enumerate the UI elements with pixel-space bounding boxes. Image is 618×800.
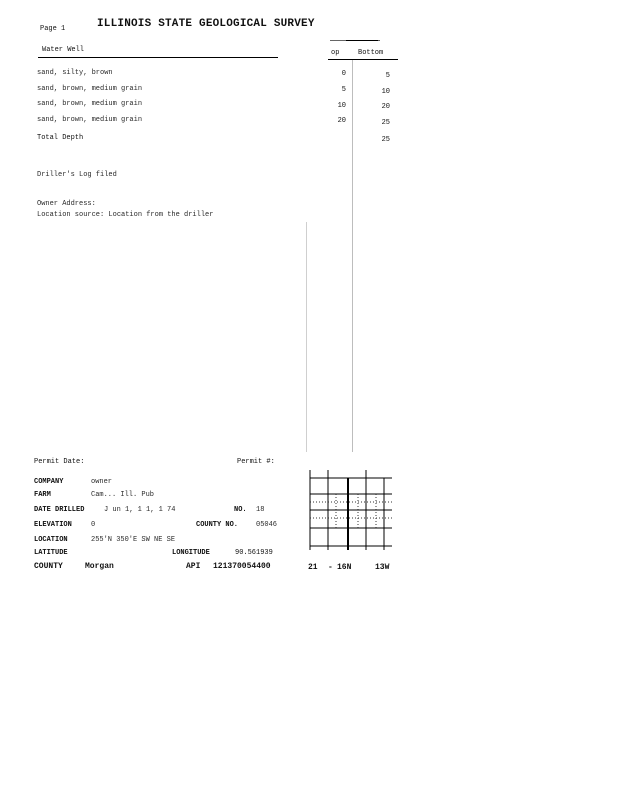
api-label: API [186, 562, 201, 571]
section-value: 21 [308, 563, 318, 572]
section-heading: Water Well [42, 46, 85, 54]
section-separator: - [328, 563, 333, 572]
section-grid [306, 470, 396, 555]
log-row-bottom: 10 [381, 88, 390, 96]
farm-label: FARM [34, 491, 51, 499]
page-title: ILLINOIS STATE GEOLOGICAL SURVEY [97, 18, 315, 30]
range-value: 13W [375, 563, 390, 572]
log-row-desc: sand, brown, medium grain [37, 100, 143, 108]
location-source-note: Location source: Location from the driller [37, 211, 214, 219]
county-number-label: COUNTY NO. [196, 521, 239, 529]
county-label: COUNTY [34, 562, 63, 571]
page-label: Page 1 [40, 25, 66, 33]
elevation-value: 0 [91, 521, 96, 529]
location-label: LOCATION [34, 536, 68, 544]
api-value: 121370054400 [213, 562, 271, 571]
log-row-bottom: 5 [385, 72, 390, 80]
longitude-label: LONGITUDE [172, 549, 210, 557]
column-divider [306, 222, 307, 452]
permit-number-label: Permit #: [237, 458, 275, 466]
log-row-desc: sand, silty, brown [37, 69, 113, 77]
farm-value: Cam... Ill. Pub [91, 491, 155, 499]
log-row-desc: sand, brown, medium grain [37, 85, 143, 93]
log-row-top: 5 [341, 86, 346, 94]
section-underline [38, 57, 278, 58]
log-row-top: 20 [337, 117, 346, 125]
well-number-value: 18 [256, 506, 265, 514]
log-row-desc: sand, brown, medium grain [37, 116, 143, 124]
total-depth-value: 25 [381, 136, 390, 144]
county-number-value: 05046 [256, 521, 278, 529]
permit-date-label: Permit Date: [34, 458, 85, 466]
total-depth-label: Total Depth [37, 134, 84, 142]
driller-log-note: Driller's Log filed [37, 171, 117, 179]
owner-address-label: Owner Address: [37, 200, 96, 208]
county-value: Morgan [85, 562, 114, 571]
log-row-top: 10 [337, 102, 346, 110]
latitude-label: LATITUDE [34, 549, 68, 557]
township-value: 16N [337, 563, 352, 572]
col-header-underline [328, 59, 398, 60]
date-drilled-value: J un 1, 1 1, 1 74 [104, 506, 176, 514]
well-number-label: NO. [234, 506, 247, 514]
col-top-header: op [331, 49, 340, 57]
elevation-label: ELEVATION [34, 521, 72, 529]
header-overline-bottom [330, 40, 380, 41]
longitude-value: 90.561939 [235, 549, 273, 557]
company-label: COMPANY [34, 478, 64, 486]
log-row-top: 0 [341, 70, 346, 78]
log-row-bottom: 25 [381, 119, 390, 127]
company-value: owner [91, 478, 113, 486]
location-value: 255'N 350'E SW NE SE [91, 536, 176, 544]
col-bottom-header: Bottom [358, 49, 384, 57]
date-drilled-label: DATE DRILLED [34, 506, 85, 514]
log-row-bottom: 20 [381, 103, 390, 111]
column-divider [352, 60, 353, 452]
